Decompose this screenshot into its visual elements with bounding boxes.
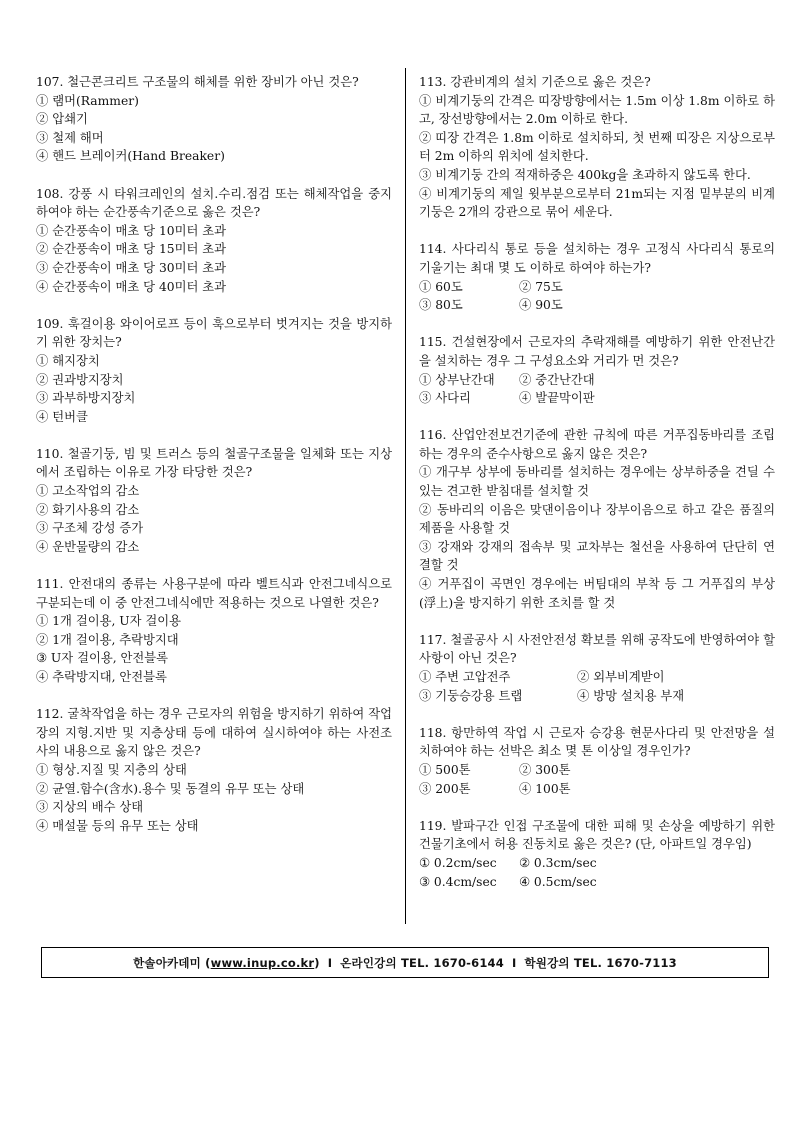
option-3[interactable]: ③ 사다리 (419, 391, 471, 406)
option-4[interactable]: ④ 90도 (519, 298, 563, 313)
option-4[interactable]: ④ 핸드 브레이커(Hand Breaker) (36, 149, 225, 164)
question-113 (419, 73, 775, 222)
option-2[interactable]: ② 균열․함수(含水)․용수 및 동결의 유무 또는 상태 (36, 781, 305, 796)
option-3[interactable]: ③ 철제 해머 (36, 130, 104, 145)
option-3[interactable]: ③ 기둥승강용 트랩 (419, 688, 523, 703)
option-1[interactable]: ① 0.2cm/sec (419, 855, 497, 870)
separator: I (511, 955, 517, 970)
option-1[interactable]: ① 1개 걸이용, U자 걸이용 (36, 614, 182, 629)
option-3[interactable]: ③ 강재와 강재의 접속부 및 교차부는 철선을 사용하여 단단히 연결할 것 (419, 539, 775, 573)
question-110 (36, 445, 392, 557)
question-116 (419, 426, 775, 612)
option-2[interactable]: ② 300톤 (519, 762, 571, 777)
question-117 (419, 631, 775, 705)
question-text: 109. 훅걸이용 와이어로프 등이 훅으로부터 벗겨지는 것을 방지하기 위한 장치는? (36, 316, 392, 350)
option-2[interactable]: ② 0.3cm/sec (519, 855, 597, 870)
question-text: 113. 강관비계의 설치 기준으로 옳은 것은? (419, 75, 651, 89)
option-3[interactable]: ③ 순간풍속이 매초 당 30미터 초과 (36, 260, 227, 275)
option-1[interactable]: ① 형상․지질 및 지층의 상태 (36, 762, 187, 777)
academy-phone: 학원강의 TEL. 1670-7113 (524, 955, 677, 970)
left-column (36, 73, 392, 854)
option-1[interactable]: ① 고소작업의 감소 (36, 484, 140, 499)
question-text: 114. 사다리식 통로 등을 설치하는 경우 고정식 사다리식 통로의 기울기는 최대 몇 도 이하로 하여야 하는가? (419, 242, 775, 275)
option-1[interactable]: ① 비계기둥의 간격은 띠장방향에서는 1.5m 이상 1.8m 이하로 하고, 장선방향에서는 2.0m 이하로 한다. (419, 93, 775, 127)
question-112 (36, 705, 392, 835)
option-1[interactable]: ① 60도 (419, 279, 463, 294)
option-1[interactable]: ① 순간풍속이 매초 당 10미터 초과 (36, 223, 227, 238)
question-text: 119. 발파구간 인접 구조물에 대한 피해 및 손상을 예방하기 위한 건물기초에서 허용 진동치로 옳은 것은? (단, 아파트일 경우임) (419, 818, 775, 852)
question-text: 112. 굴착작업을 하는 경우 근로자의 위험을 방지하기 위하여 작업장의 지형․지반 및 지층상태 등에 대하여 실시하여야 하는 사전조사의 내용으로 옳지 않은 것은? (36, 707, 392, 759)
option-4[interactable]: ④ 비계기둥의 제일 윗부분으로부터 21m되는 지점 밑부분의 비계기둥은 2개의 강관으로 묶어 세운다. (419, 186, 775, 220)
question-text: 107. 철근콘크리트 구조물의 해체를 위한 장비가 아닌 것은? (36, 75, 359, 89)
online-phone: 온라인강의 TEL. 1670-6144 (340, 955, 504, 970)
option-3[interactable]: ③ 200톤 (419, 781, 471, 796)
option-4[interactable]: ④ 100톤 (519, 781, 571, 796)
separator: I (327, 955, 333, 970)
question-118 (419, 724, 775, 798)
question-text: 117. 철골공사 시 사전안전성 확보를 위해 공작도에 반영하여야 할 사항이 아닌 것은? (419, 632, 775, 666)
option-2[interactable]: ② 띠장 간격은 1.8m 이하로 설치하되, 첫 번째 띠장은 지상으로부터 2m 이하의 위치에 설치한다. (419, 130, 775, 164)
question-text: 116. 산업안전보건기준에 관한 규칙에 따른 거푸집동바리를 조립하는 경우의 준수사항으로 옳지 않은 것은? (419, 428, 775, 461)
option-2[interactable]: ② 75도 (519, 279, 563, 294)
option-1[interactable]: ① 500톤 (419, 762, 471, 777)
question-114 (419, 240, 775, 314)
question-text: 118. 항만하역 작업 시 근로자 승강용 현문사다리 및 안전망을 설치하여야 하는 선박은 최소 몇 톤 이상일 경우인가? (419, 725, 775, 759)
option-3[interactable]: ③ 0.4cm/sec (419, 874, 497, 889)
option-4[interactable]: ④ 매설물 등의 유무 또는 상태 (36, 818, 199, 833)
option-1[interactable]: ① 램머(Rammer) (36, 93, 139, 108)
option-3[interactable]: ③ 지상의 배수 상태 (36, 800, 144, 815)
option-1[interactable]: ① 주변 고압전주 (419, 670, 511, 684)
option-2[interactable]: ② 순간풍속이 매초 당 15미터 초과 (36, 242, 227, 257)
option-2[interactable]: ② 압쇄기 (36, 112, 88, 127)
option-3[interactable]: ③ 비계기둥 간의 적재하중은 400kg을 초과하지 않도록 한다. (419, 167, 751, 182)
option-3[interactable]: ③ U자 걸이용, 안전블록 (36, 651, 169, 666)
question-107 (36, 73, 392, 166)
option-1[interactable]: ① 해지장치 (36, 353, 100, 368)
question-text: 115. 건설현장에서 근로자의 추락재해를 예방하기 위한 안전난간을 설치하는 경우 그 구성요소와 거리가 먼 것은? (419, 335, 775, 368)
option-3[interactable]: ③ 80도 (419, 298, 463, 313)
question-111 (36, 575, 392, 687)
option-4[interactable]: ④ 0.5cm/sec (519, 874, 597, 889)
question-text: 110. 철골기둥, 빔 및 트러스 등의 철골구조물을 일체화 또는 지상에서 조립하는 이유로 가장 타당한 것은? (36, 446, 392, 480)
question-108 (36, 185, 392, 297)
option-4[interactable]: ④ 발끝막이판 (519, 391, 595, 406)
option-4[interactable]: ④ 거푸집이 곡면인 경우에는 버팀대의 부착 등 그 거푸집의 부상(浮上)을 방지하기 위한 조치를 할 것 (419, 577, 775, 610)
option-4[interactable]: ④ 턴버클 (36, 409, 88, 424)
question-115 (419, 333, 775, 407)
option-2[interactable]: ② 외부비계받이 (577, 670, 665, 684)
question-text: 108. 강풍 시 타워크레인의 설치․수리․점검 또는 해체작업을 중지하여야 하는 순간풍속기준으로 옳은 것은? (36, 186, 392, 220)
option-3[interactable]: ③ 구조체 강성 증가 (36, 521, 144, 536)
option-4[interactable]: ④ 추락방지대, 안전블록 (36, 670, 167, 684)
question-text: 111. 안전대의 종류는 사용구분에 따라 벨트식과 안전그네식으로 구분되는데 이 중 안전그네식에만 적용하는 것으로 나열한 것은? (36, 577, 392, 610)
option-2[interactable]: ② 화기사용의 감소 (36, 502, 140, 517)
question-109 (36, 315, 392, 427)
question-119 (419, 817, 775, 891)
option-2[interactable]: ② 권과방지장치 (36, 372, 124, 387)
option-4[interactable]: ④ 순간풍속이 매초 당 40미터 초과 (36, 279, 227, 294)
footer-banner: 한솔아카데미 ( www.inup.co.kr ) I 온라인강의 TEL. 1670-6144 I 학원강의 TEL. 1670-7113 (41, 947, 769, 978)
option-3[interactable]: ③ 과부하방지장치 (36, 391, 136, 406)
right-column (419, 73, 775, 910)
option-2[interactable]: ② 동바리의 이음은 맞댄이음이나 장부이음으로 하고 같은 품질의 제품을 사용할 것 (419, 502, 775, 536)
option-2[interactable]: ② 1개 걸이용, 추락방지대 (36, 632, 179, 647)
option-1[interactable]: ① 개구부 상부에 동바리를 설치하는 경우에는 상부하중을 견딜 수 있는 견고한 받침대를 설치할 것 (419, 465, 775, 499)
column-divider (405, 68, 406, 924)
option-2[interactable]: ② 중간난간대 (519, 372, 595, 387)
option-4[interactable]: ④ 운반물량의 감소 (36, 539, 140, 554)
option-4[interactable]: ④ 방망 설치용 부재 (577, 688, 685, 703)
academy-name: 한솔아카데미 (133, 955, 201, 970)
website-link[interactable]: www.inup.co.kr (210, 955, 315, 970)
option-1[interactable]: ① 상부난간대 (419, 372, 495, 387)
